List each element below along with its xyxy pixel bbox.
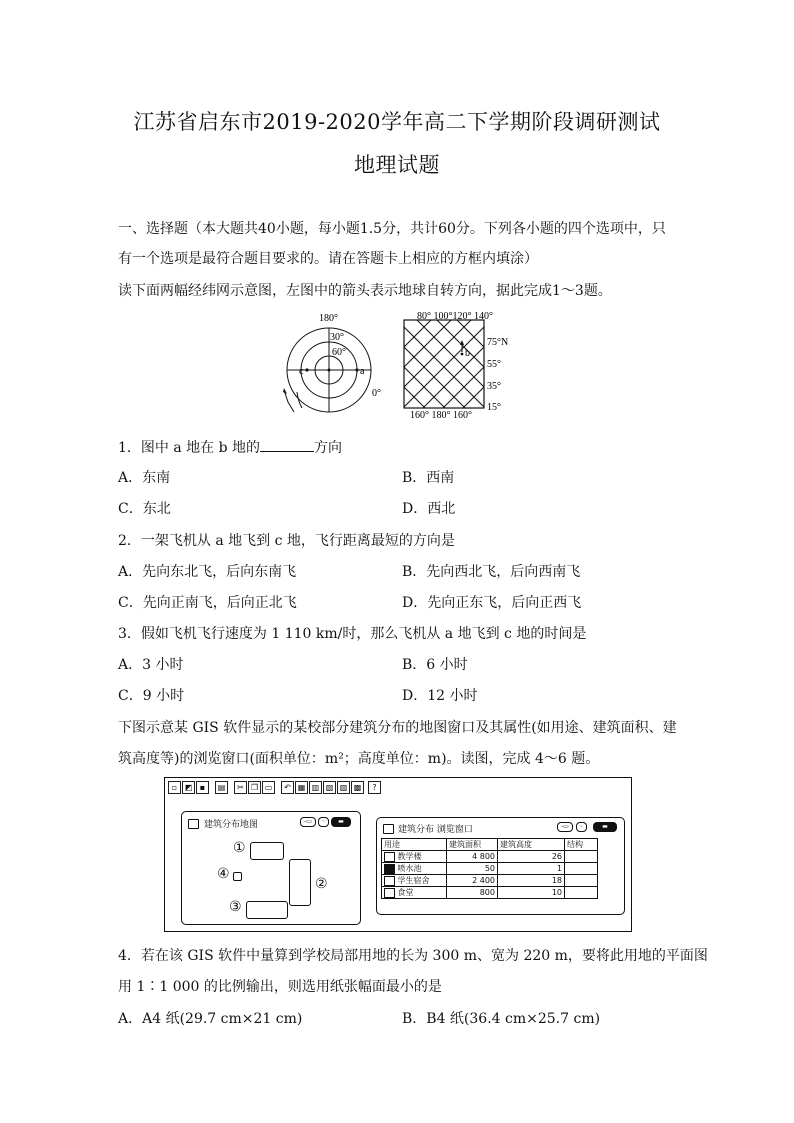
- q2-option-d[interactable]: D．先向正东飞，后向正西飞: [402, 595, 582, 611]
- q1-answer-blank: [260, 439, 314, 452]
- q2-option-a[interactable]: A．先向东北飞，后向东南飞: [118, 564, 297, 580]
- map-view-icon[interactable]: ▦: [295, 781, 308, 794]
- building-2[interactable]: [289, 859, 311, 906]
- q4-option-b[interactable]: B．B4 纸(36.4 cm×25.7 cm): [402, 1011, 601, 1027]
- query-icon[interactable]: ▨: [337, 781, 350, 794]
- point-b-label: b: [465, 348, 470, 359]
- map-close-button[interactable]: ▬: [331, 817, 351, 827]
- print-icon[interactable]: ▤: [215, 781, 228, 794]
- header-use: 用途: [382, 839, 447, 851]
- q4-stem-line1: 4．若在该 GIS 软件中量算到学校局部用地的长为 300 m、宽为 220 m，要将此用地的平面图: [118, 948, 708, 964]
- gis-toolbar: [168, 781, 382, 794]
- q1-stem: [118, 437, 342, 457]
- attribute-table-header: [382, 839, 598, 851]
- cell-height: 26: [498, 851, 565, 863]
- grid-bottom-labels: 160° 180° 160°: [410, 410, 472, 421]
- polar-label-180: 180°: [319, 313, 338, 324]
- undo-icon[interactable]: ↶: [281, 781, 294, 794]
- map-maximize-button[interactable]: ◦: [318, 817, 329, 827]
- map-window[interactable]: [181, 811, 361, 925]
- table-row[interactable]: [382, 875, 598, 887]
- q1-option-b[interactable]: B．西南: [402, 470, 455, 486]
- grid-top-labels: 80° 100°120° 140°: [417, 311, 493, 322]
- zoom-icon[interactable]: ▩: [351, 781, 364, 794]
- cell-structure: [565, 863, 598, 875]
- row-select-checkbox[interactable]: [384, 888, 395, 898]
- grid-lat-55: 55°: [487, 359, 501, 370]
- paste-icon[interactable]: ▭: [262, 781, 275, 794]
- q3-option-c[interactable]: C．9 小时: [118, 688, 185, 704]
- map-window-title: 建筑分布地图: [204, 820, 259, 830]
- table-view-icon[interactable]: ▥: [309, 781, 322, 794]
- cell-area: 800: [447, 887, 498, 899]
- new-file-icon[interactable]: ▫: [168, 781, 181, 794]
- polar-label-30: 30°: [330, 332, 344, 343]
- header-height: 建筑高度: [498, 839, 565, 851]
- browse-window[interactable]: [376, 817, 625, 915]
- help-icon[interactable]: ?: [368, 781, 381, 794]
- section-instructions-line1: 一、选择题（本大题共40小题，每小题1.5分，共计60分。下列各小题的四个选项中，只: [118, 221, 666, 237]
- grid-lat-75: 75°N: [487, 337, 509, 348]
- cell-structure: [565, 887, 598, 899]
- cell-height: 18: [498, 875, 565, 887]
- browse-close-button[interactable]: ▬: [593, 822, 617, 832]
- map-window-icon: [188, 819, 199, 829]
- polar-label-0: 0°: [372, 388, 381, 399]
- q3-option-b[interactable]: B．6 小时: [402, 657, 468, 673]
- gis-software-window: [164, 777, 632, 932]
- layer-icon[interactable]: ▧: [323, 781, 336, 794]
- cell-height: 1: [498, 863, 565, 875]
- point-a-label: a: [360, 366, 365, 377]
- row-select-checkbox[interactable]: [384, 852, 395, 862]
- q1-option-c[interactable]: C．东北: [118, 501, 171, 517]
- cell-use: 学生宿舍: [397, 876, 430, 885]
- q2-option-c[interactable]: C．先向正南飞，后向正北飞: [118, 595, 297, 611]
- cell-structure: [565, 875, 598, 887]
- cell-area: 4 800: [447, 851, 498, 863]
- polar-latitude-figure: [272, 308, 396, 416]
- q1-option-d[interactable]: D．西北: [402, 501, 456, 517]
- cell-area: 2 400: [447, 875, 498, 887]
- intro-q4-6-line2: 筑高度等)的浏览窗口(面积单位：m²；高度单位：m)。读图，完成 4～6 题。: [118, 751, 600, 767]
- cell-use: 教学楼: [397, 852, 422, 861]
- row-select-checkbox[interactable]: [384, 876, 395, 886]
- attribute-table: [381, 838, 598, 899]
- polar-label-60: 60°: [332, 347, 346, 358]
- browse-window-title: 建筑分布 浏览窗口: [398, 825, 473, 835]
- building-label-1: ①: [233, 840, 246, 856]
- cell-use: 喷水池: [397, 864, 422, 873]
- table-row[interactable]: [382, 851, 598, 863]
- q2-option-b[interactable]: B．先向西北飞，后向西南飞: [402, 564, 581, 580]
- building-label-2: ②: [315, 876, 328, 892]
- building-label-4: ④: [217, 866, 230, 882]
- table-row[interactable]: [382, 887, 598, 899]
- building-3[interactable]: [246, 901, 288, 919]
- open-file-icon[interactable]: ◩: [182, 781, 195, 794]
- paper-subtitle: 地理试题: [354, 153, 440, 177]
- q4-option-a[interactable]: A．A4 纸(29.7 cm×21 cm): [118, 1011, 303, 1027]
- intro-q1-3: 读下面两幅经纬网示意图，左图中的箭头表示地球自转方向，据此完成1～3题。: [118, 283, 612, 299]
- cell-structure: [565, 851, 598, 863]
- header-area: 建筑面积: [447, 839, 498, 851]
- map-minimize-button[interactable]: -▭: [300, 817, 316, 827]
- q1-stem-after: 方向: [314, 440, 343, 456]
- graticule-grid-figure: [397, 310, 527, 422]
- point-c-label: c: [299, 366, 304, 377]
- cell-height: 10: [498, 887, 565, 899]
- row-select-checkbox[interactable]: [384, 864, 395, 874]
- q3-option-d[interactable]: D．12 小时: [402, 688, 478, 704]
- q1-stem-before: 1．图中 a 地在 b 地的: [118, 440, 261, 456]
- q3-stem: 3．假如飞机飞行速度为 1 110 km/时，那么飞机从 a 地飞到 c 地的时间是: [118, 626, 587, 642]
- table-row[interactable]: [382, 863, 598, 875]
- q3-option-a[interactable]: A．3 小时: [118, 657, 184, 673]
- building-1[interactable]: [250, 842, 284, 860]
- browse-maximize-button[interactable]: ◦: [576, 822, 587, 832]
- cell-area: 50: [447, 863, 498, 875]
- header-structure: 结构: [565, 839, 598, 851]
- q2-stem: 2．一架飞机从 a 地飞到 c 地，飞行距离最短的方向是: [118, 533, 455, 549]
- grid-lat-35: 35°: [487, 381, 501, 392]
- cut-icon[interactable]: ✂: [234, 781, 247, 794]
- browse-minimize-button[interactable]: -▭: [557, 822, 573, 832]
- building-4-fountain[interactable]: [233, 872, 242, 881]
- q1-option-a[interactable]: A．东南: [118, 470, 171, 486]
- section-instructions-line2: 有一个选项是最符合题目要求的。请在答题卡上相应的方框内填涂）: [118, 251, 538, 267]
- intro-q4-6-line1: 下图示意某 GIS 软件显示的某校部分建筑分布的地图窗口及其属性(如用途、建筑面积、建: [118, 720, 677, 736]
- browse-window-icon: [383, 824, 394, 834]
- building-label-3: ③: [229, 899, 242, 915]
- q4-stem-line2: 用 1∶1 000 的比例输出，则选用纸张幅面最小的是: [118, 979, 442, 995]
- paper-title: 江苏省启东市2019-2020学年高二下学期阶段调研测试: [133, 110, 661, 134]
- save-icon[interactable]: ▪: [196, 781, 209, 794]
- grid-lat-15: 15°: [487, 402, 501, 413]
- cell-use: 食堂: [397, 888, 414, 897]
- copy-icon[interactable]: ❐: [248, 781, 261, 794]
